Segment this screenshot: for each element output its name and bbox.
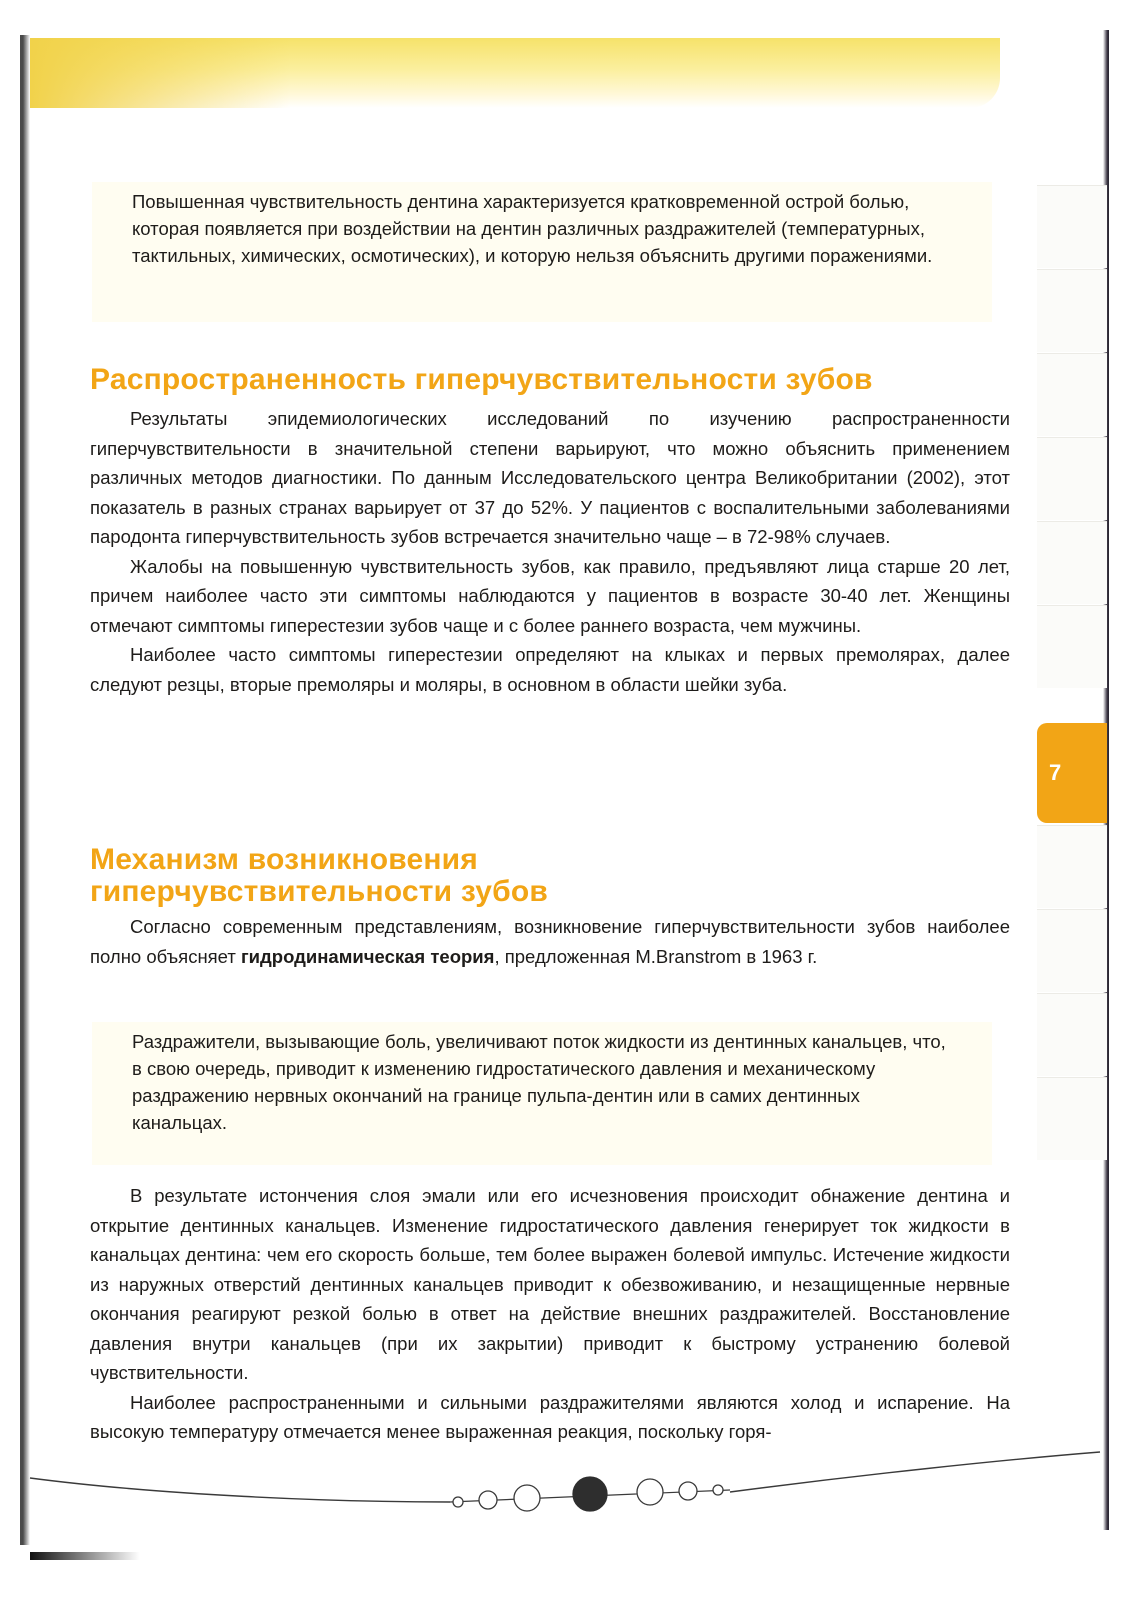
tab-cell [1037,185,1107,268]
definition-callout [92,182,992,322]
paragraph: Жалобы на повышенную чувствительность зубов, как правило, предъявляют лица старше 20 лет, причем наиболее часто эти симптомы наблюдаются у пациентов в возрасте 30-40 лет. Женщины отмечают симптомы гиперестезии зубов чаще и с более раннего возраста, чем мужчины. [90,555,1010,636]
chapter-tab[interactable]: 7 [1037,723,1107,823]
tab-cell [1037,353,1107,436]
heading-line: гиперчувствительности зубов [90,875,549,908]
paragraph: Результаты эпидемиологических исследований по изучению распространенности гиперчувствительности в значительной степени варьируют, что можно объяснить применением различных методов диагностики. По данным Исследовательского центра Великобритании (2002), этот показатель в разных странах варьирует от 37 до 52%. У пациентов с воспалительными заболеваниями пародонта гиперчувствительность зубов встречается значительно чаще – в 72-98% случаев. [90,408,1010,547]
page-number-circle [573,1477,607,1511]
mechanism-body [90,1181,1010,1447]
footer-circle [514,1485,540,1511]
prevalence-body [90,404,1010,699]
tab-cell [1037,993,1107,1076]
bold-term: гидродинамическая теория [240,945,495,967]
mechanism-callout [92,1022,992,1165]
tab-cell [1037,269,1107,352]
text-run: Согласно современным представлениям, возникновение гиперчувствительности зубов наиболее полно объясняет [90,916,1010,967]
heading-line: Механизм возникновения [90,843,479,876]
mechanism-intro [90,912,1010,971]
footer-shade [30,1552,140,1560]
paragraph [90,912,1010,971]
mechanism-callout-text: Раздражители, вызывающие боль, увеличивают поток жидкости из дентинных канальцев, что, в свою очередь, приводит к изменению гидростатического давления и механическому раздражению нервных окончаний на границе пульпа-дентин или в самих дентинных канальцах. [132,1031,946,1133]
paragraph: В результате истончения слоя эмали или его исчезновения происходит обнажение дентина и открытие дентинных канальцев. Изменение гидростатического давления генерирует ток жидкости в канальцах дентина: чем его скорость больше, тем более выражен болевой импульс. Истечение жидкости из наружных отверстий дентинных канальцев приводит к обезвоживанию, и незащищенные нервные окончания реагируют резкой болью в ответ на действие внешних раздражителей. Восстановление давления внутри канальцев (при их закрытии) приводит к быстрому устранению болевой чувствительности. [90,1185,1010,1383]
footer-ornament [0,1440,1131,1560]
footer-circle [453,1497,463,1507]
footer-circle [713,1485,723,1495]
tab-cell [1037,1077,1107,1160]
header-band [30,38,1000,108]
chapter-tab-column [1037,185,1107,1155]
page-edge-left [20,35,30,1545]
tab-cell [1037,437,1107,520]
tab-cell [1037,909,1107,992]
definition-text: Повышенная чувствительность дентина характеризуется кратковременной острой болью, которая появляется при воздействии на дентин различных раздражителей (температурных, тактильных, химических, осмотических), и которую нельзя объяснить другими поражениями. [132,191,933,266]
footer-curve-left [30,1478,450,1502]
footer-curve-right [730,1452,1100,1492]
paragraph: Наиболее распространенными и сильными раздражителями являются холод и испарение. На высокую температуру отмечается менее выраженная реакция, поскольку горя- [90,1391,1010,1442]
page-number: 285 [580,1512,600,1524]
tab-cell [1037,521,1107,604]
tab-cell [1037,605,1107,688]
section-heading-prevalence: Распространенность гиперчувствительности зубов [90,363,873,396]
text-run: , предложенная M.Branstrom в 1963 г. [494,945,818,967]
paragraph: Наиболее часто симптомы гиперестезии определяют на клыках и первых премолярах, далее следуют резцы, вторые премоляры и моляры, в основном в области шейки зуба. [90,644,1010,695]
footer-circle [479,1491,497,1509]
section-heading-mechanism [90,844,548,908]
footer-circle [637,1479,663,1505]
tab-cell [1037,825,1107,908]
footer-circle [679,1482,697,1500]
